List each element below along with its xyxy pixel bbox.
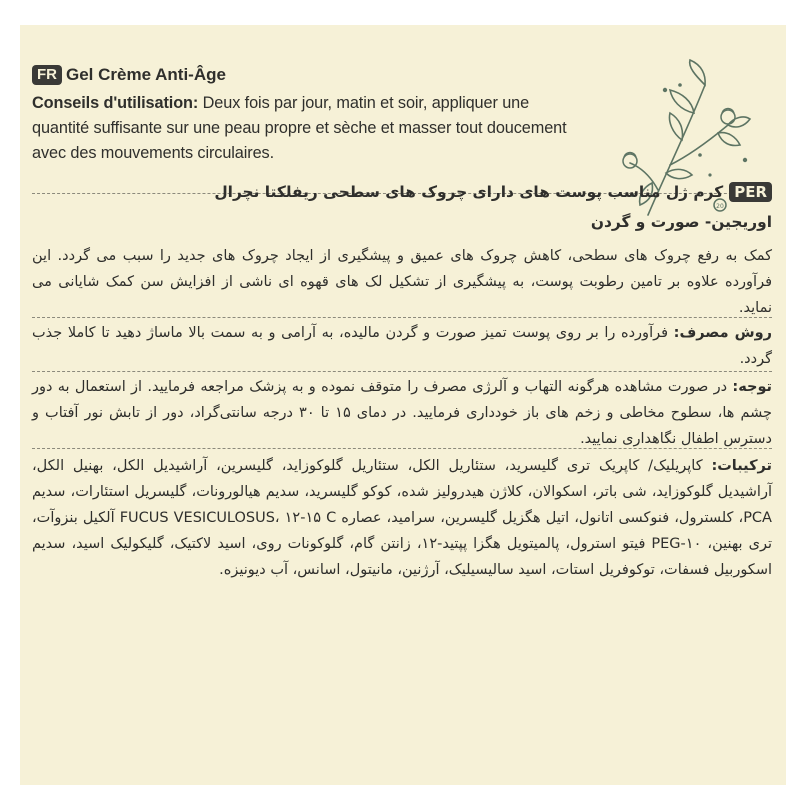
divider: [32, 448, 772, 449]
persian-usage-label: روش مصرف:: [673, 325, 772, 341]
divider: [32, 317, 772, 318]
persian-usage-paragraph: [32, 320, 772, 372]
french-usage-label: Conseils d'utilisation:: [32, 94, 199, 112]
persian-title-line2: اوریجین- صورت و گردن: [590, 213, 772, 231]
persian-ingredients-label: ترکیبات:: [711, 458, 772, 474]
french-product-title: Gel Crème Anti-Âge: [66, 65, 226, 84]
persian-title: [32, 177, 772, 237]
persian-title-line1: کرم ژل مناسب پوست های دارای چروک های سطحی ریفلکتا نچرال: [214, 183, 724, 201]
french-usage-paragraph: [32, 91, 587, 166]
persian-warning-text: در صورت مشاهده هرگونه التهاب و آلرژی مصرف را متوقف نموده و به پزشک مراجعه فرمایید. از استعمال به دور چشم ها، سطوح مخاطی و زخم های باز خودداری فرمایید. در دمای ۱۵ تا ۳۰ درجه سانتی‌گراد، دور از تابش نور آفتاب و دسترس اطفال نگاهداری نمایید.: [32, 379, 772, 447]
persian-warning-label: توجه:: [732, 379, 772, 395]
persian-ingredients-paragraph: [32, 453, 772, 583]
per-language-tag: PER: [729, 182, 772, 202]
french-title-row: [32, 63, 587, 87]
persian-warning-paragraph: [32, 374, 772, 452]
french-usage-text: Deux fois par jour, matin et soir, appliquer une quantité suffisante sur une peau propre et sèche et masser tout doucement avec des mouvements circulaires.: [32, 94, 567, 162]
persian-usage-text: فرآورده را بر روی پوست تمیز صورت و گردن مالیده، به آرامی و به سمت بالا ماساژ دهید تا کاملا جذب گردد.: [32, 325, 772, 367]
persian-description: کمک به رفع چروک های سطحی، کاهش چروک های عمیق و پیشگیری از ایجاد چروک های جدید را سبب می گردد. این فرآورده علاوه بر تامین رطوبت پوست، به پیشگیری از تشکیل لک های قهوه ای ناشی از افزایش سن کمک شایانی می نماید.: [32, 248, 772, 316]
persian-ingredients-text: کاپریلیک/ کاپریک تری گلیسرید، ستئاریل الکل، ستئاریل گلوکوزاید، گلیسرین، آراشیدیل الکل، بهنیل الکل، آراشیدیل گلوکوزاید، شی باتر، اسکوالان، کلاژن هیدرولیز شده، کوکو گلیسرید، سدیم هیالورونات، گلیسریل استئارات، سدیم PCA، کلسترول، فنوکسی اتانول، اتیل هگزیل گلیسرین، سرامید، عصاره FUCUS VESICULOSUS، ۱۲-۱۵ C آلکیل بنزوآت، تری بهنین، PEG-۱۰ فیتو استرول، پالمیتویل هگزا پپتید-۱۲، زانتن گام، گلوکونات روی، اسید لاکتیک، گلیکولیک اسید، سدیم اسکوربیل فسفات، توکوفریل استات، اسید سالیسیلیک، آرژنین، مانیتول، اسانس، آب دیونیزه.: [32, 458, 772, 578]
french-section: [32, 63, 587, 166]
product-label-panel: [20, 25, 786, 785]
recycle-badge-number: 20: [716, 203, 724, 210]
divider: [32, 371, 772, 372]
fr-language-tag: FR: [32, 65, 62, 85]
